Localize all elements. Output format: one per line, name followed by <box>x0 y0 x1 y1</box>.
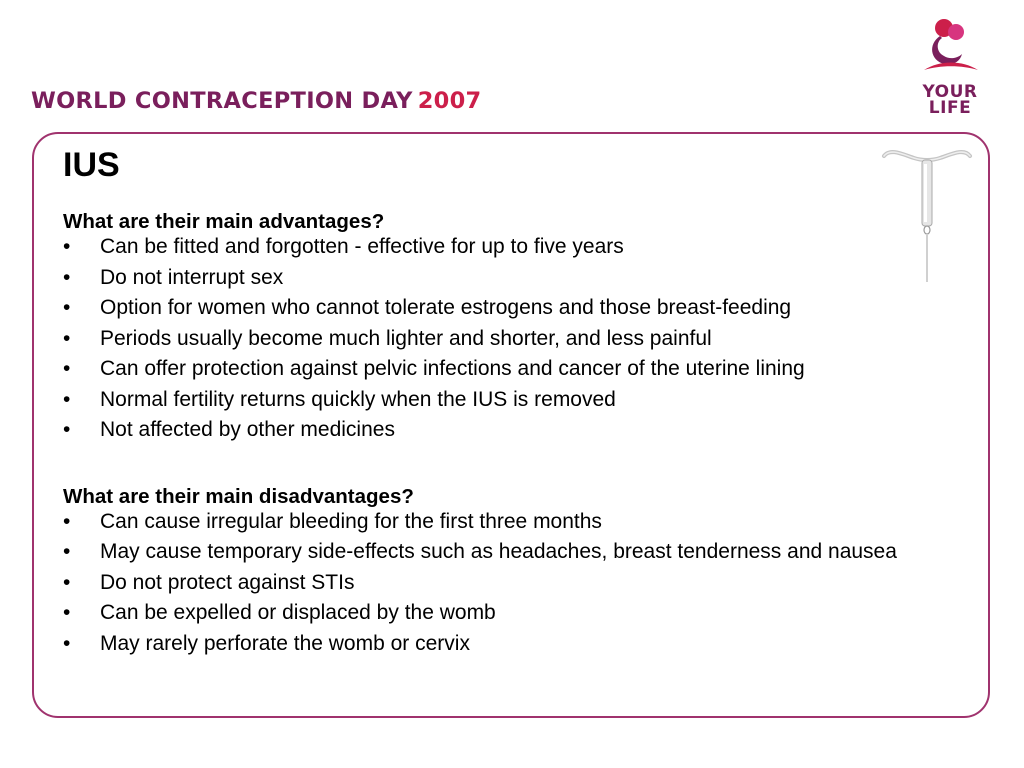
bullet: • <box>63 326 71 350</box>
list-item <box>63 267 973 289</box>
bullet: • <box>63 509 71 533</box>
list-item-text: Do not protect against STIs <box>100 570 355 594</box>
logo-line-life: LIFE <box>928 98 972 118</box>
list-item-text: Periods usually become much lighter and shorter, and less painful <box>100 326 712 350</box>
list-item <box>63 602 973 624</box>
bullet: • <box>63 235 71 258</box>
section-spacer <box>63 450 973 481</box>
bullet: • <box>63 601 71 624</box>
list-item <box>63 328 973 350</box>
bullet: • <box>63 265 71 289</box>
bullet: • <box>63 357 71 380</box>
list-item <box>63 358 973 380</box>
slide-content <box>63 206 973 663</box>
bullet: • <box>63 631 71 655</box>
bullet: • <box>63 570 71 594</box>
bullet: • <box>63 540 71 563</box>
list-item <box>63 419 973 441</box>
list-item <box>63 389 973 411</box>
list-item <box>63 633 973 655</box>
list-item-text: May rarely perforate the womb or cervix <box>100 631 470 655</box>
list-item <box>63 236 973 258</box>
list-item <box>63 297 973 319</box>
disadvantages-heading: What are their main disadvantages? <box>63 484 414 508</box>
list-item-text: May cause temporary side-effects such as headaches, breast tenderness and nausea <box>100 540 897 563</box>
list-item-text: Do not interrupt sex <box>100 265 284 289</box>
list-item-text: Normal fertility returns quickly when the IUS is removed <box>100 387 616 411</box>
list-item <box>63 572 973 594</box>
list-item <box>63 541 973 563</box>
bullet: • <box>63 387 71 411</box>
your-life-logo <box>918 14 982 116</box>
bullet: • <box>63 296 71 319</box>
list-item-text: Can be expelled or displaced by the womb <box>100 601 496 624</box>
disadvantages-list <box>63 511 973 655</box>
list-item-text: Option for women who cannot tolerate estrogens and those breast-feeding <box>100 296 792 319</box>
your-life-logo-icon <box>918 14 982 82</box>
event-banner <box>31 88 482 114</box>
banner-year: 2007 <box>417 88 482 114</box>
list-item-text: Not affected by other medicines <box>100 418 395 441</box>
bullet: • <box>63 418 71 441</box>
advantages-list <box>63 236 973 441</box>
logo-line-your: YOUR <box>922 82 978 102</box>
list-item <box>63 511 973 533</box>
banner-title: WORLD CONTRACEPTION DAY <box>31 88 413 114</box>
list-item-text: Can offer protection against pelvic infections and cancer of the uterine lining <box>100 357 805 380</box>
advantages-heading: What are their main advantages? <box>63 210 385 233</box>
logo-text <box>918 84 982 116</box>
list-item-text: Can cause irregular bleeding for the first three months <box>100 509 602 533</box>
slide-title: IUS <box>63 146 120 184</box>
list-item-text: Can be fitted and forgotten - effective for up to five years <box>100 235 624 258</box>
